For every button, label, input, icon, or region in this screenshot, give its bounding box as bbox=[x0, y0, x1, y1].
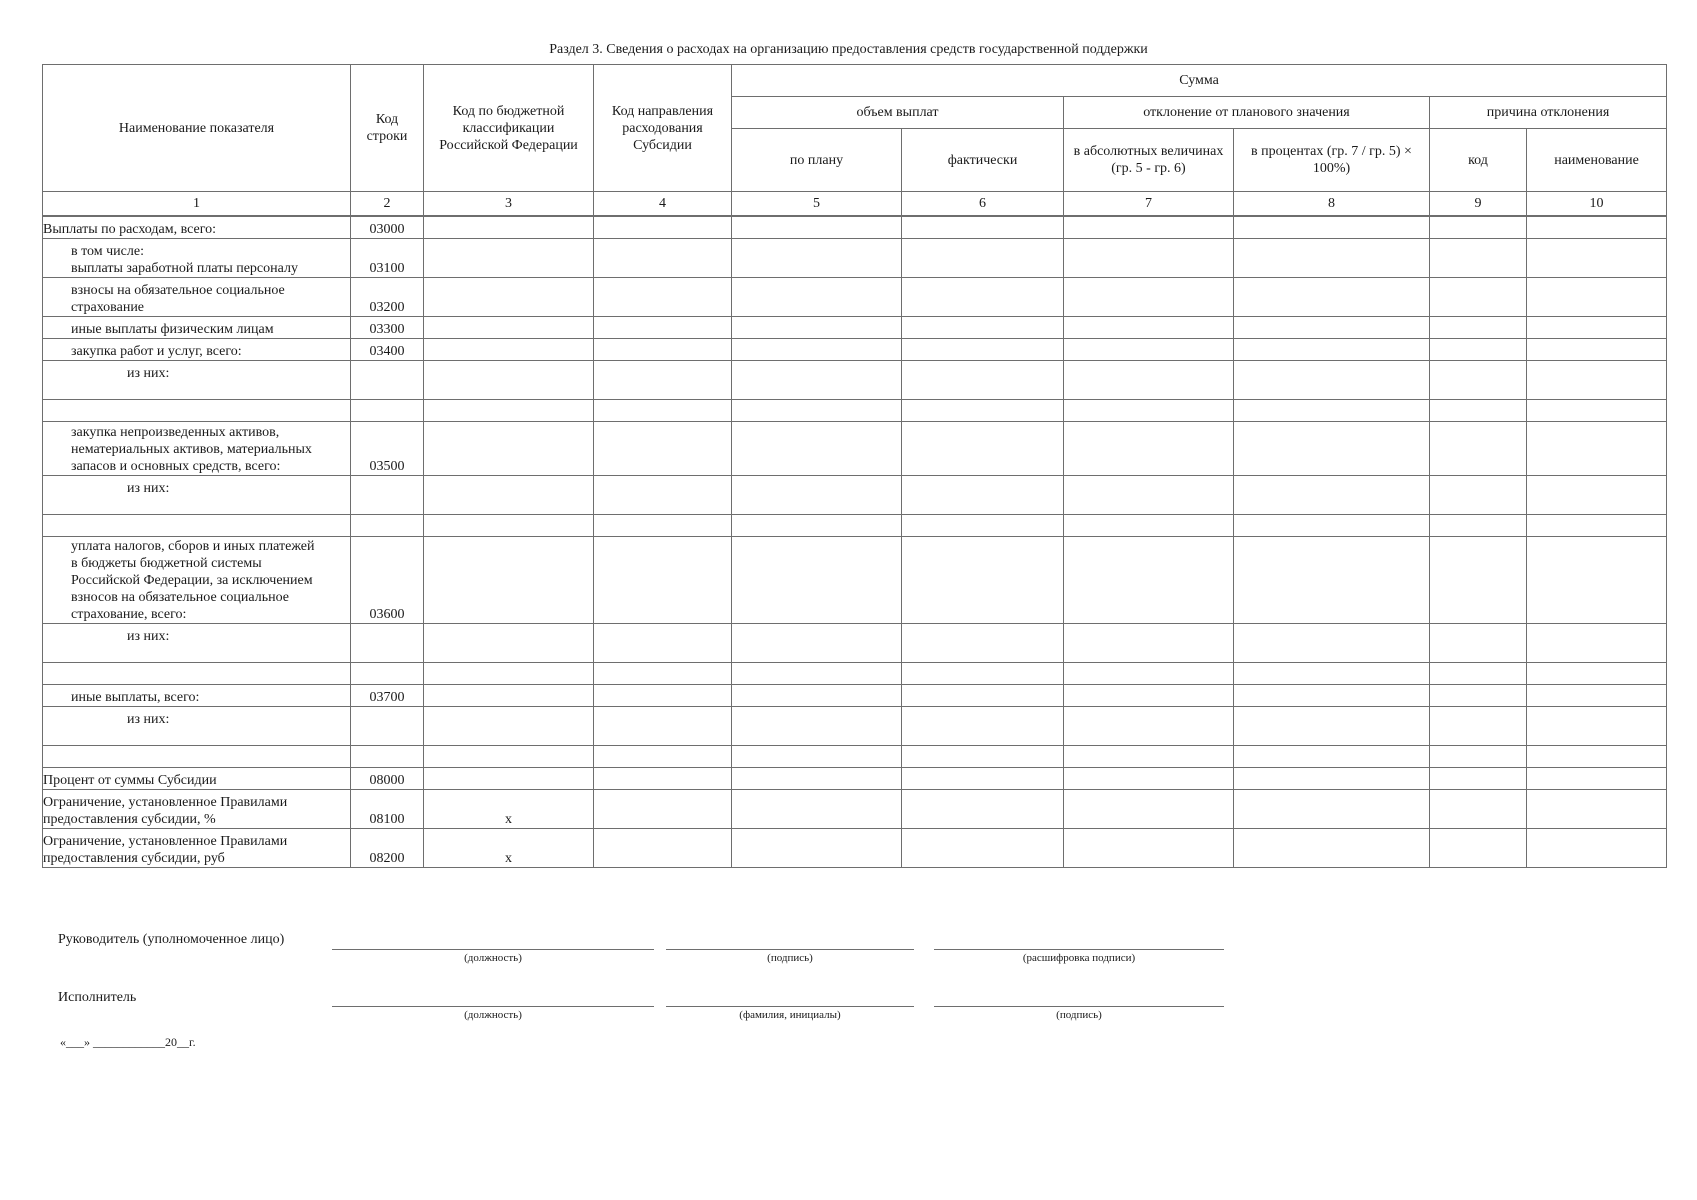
row-name: Выплаты по расходам, всего: bbox=[43, 216, 351, 238]
table-row bbox=[43, 828, 1667, 867]
header-sum: Сумма bbox=[732, 65, 1667, 97]
head-position-caption: (должность) bbox=[464, 952, 522, 964]
table-row bbox=[43, 623, 1667, 662]
table-row bbox=[43, 277, 1667, 316]
section-title: Раздел 3. Сведения о расходах на организацию предоставления средств государственной поддержки bbox=[549, 42, 1148, 57]
header-reason-code: код bbox=[1430, 129, 1527, 192]
table-row bbox=[43, 706, 1667, 745]
row-code: 08100 bbox=[351, 789, 424, 828]
row-kbk bbox=[424, 338, 594, 360]
table-row bbox=[43, 399, 1667, 421]
header-volume: объем выплат bbox=[732, 97, 1064, 129]
header-reason: причина отклонения bbox=[1430, 97, 1667, 129]
row-kbk bbox=[424, 662, 594, 684]
header-absolute: в абсолютных величинах (гр. 5 - гр. 6) bbox=[1064, 129, 1234, 192]
row-kbk bbox=[424, 706, 594, 745]
row-kbk bbox=[424, 216, 594, 238]
row-kbk bbox=[424, 623, 594, 662]
column-number: 3 bbox=[424, 192, 594, 217]
executor-signature-line[interactable] bbox=[934, 1006, 1224, 1007]
row-kbk bbox=[424, 238, 594, 277]
column-number: 7 bbox=[1064, 192, 1234, 217]
row-code bbox=[351, 360, 424, 399]
head-decoding-line[interactable] bbox=[934, 949, 1224, 950]
header-plan: по плану bbox=[732, 129, 902, 192]
column-number: 1 bbox=[43, 192, 351, 217]
row-kbk bbox=[424, 399, 594, 421]
column-number: 9 bbox=[1430, 192, 1527, 217]
table-row bbox=[43, 360, 1667, 399]
column-number: 4 bbox=[594, 192, 732, 217]
row-code: 03600 bbox=[351, 536, 424, 623]
executor-position-line[interactable] bbox=[332, 1006, 654, 1007]
row-code: 03000 bbox=[351, 216, 424, 238]
row-code bbox=[351, 399, 424, 421]
table-row bbox=[43, 767, 1667, 789]
row-name: из них: bbox=[43, 360, 351, 399]
row-kbk bbox=[424, 277, 594, 316]
row-code bbox=[351, 745, 424, 767]
table-row bbox=[43, 216, 1667, 238]
column-number: 5 bbox=[732, 192, 902, 217]
executor-name-caption: (фамилия, инициалы) bbox=[739, 1009, 841, 1021]
header-direction: Код направления расходования Субсидии bbox=[594, 65, 732, 192]
column-number: 10 bbox=[1527, 192, 1667, 217]
row-name bbox=[43, 514, 351, 536]
row-name: иные выплаты физическим лицам bbox=[43, 316, 351, 338]
header-name: Наименование показателя bbox=[43, 65, 351, 192]
row-kbk bbox=[424, 360, 594, 399]
row-name: Ограничение, установленное Правилами предоставления субсидии, % bbox=[43, 789, 351, 828]
table-row bbox=[43, 475, 1667, 514]
row-kbk bbox=[424, 514, 594, 536]
row-name: из них: bbox=[43, 706, 351, 745]
executor-label: Исполнитель bbox=[58, 990, 137, 1005]
row-code: 03500 bbox=[351, 421, 424, 475]
executor-position-caption: (должность) bbox=[464, 1009, 522, 1021]
table-row bbox=[43, 338, 1667, 360]
row-code bbox=[351, 514, 424, 536]
row-name: из них: bbox=[43, 475, 351, 514]
header-actual: фактически bbox=[902, 129, 1064, 192]
column-number: 2 bbox=[351, 192, 424, 217]
table-row bbox=[43, 662, 1667, 684]
row-kbk bbox=[424, 684, 594, 706]
head-signature-caption: (подпись) bbox=[767, 952, 813, 964]
row-code: 08000 bbox=[351, 767, 424, 789]
row-name: Ограничение, установленное Правилами предоставления субсидии, руб bbox=[43, 828, 351, 867]
row-kbk bbox=[424, 767, 594, 789]
head-signature-line[interactable] bbox=[666, 949, 914, 950]
header-deviation: отклонение от планового значения bbox=[1064, 97, 1430, 129]
row-name: уплата налогов, сборов и иных платежей в бюджеты бюджетной системы Российской Федерации, за исключением взносов на обязательное социальное страхование, всего: bbox=[43, 536, 351, 623]
column-number: 6 bbox=[902, 192, 1064, 217]
row-name: иные выплаты, всего: bbox=[43, 684, 351, 706]
header-kbk: Код по бюджетной классификации Российской Федерации bbox=[424, 65, 594, 192]
row-name bbox=[43, 745, 351, 767]
table-row bbox=[43, 514, 1667, 536]
row-code: 03300 bbox=[351, 316, 424, 338]
row-code bbox=[351, 662, 424, 684]
row-name: из них: bbox=[43, 623, 351, 662]
row-kbk bbox=[424, 745, 594, 767]
executor-name-line[interactable] bbox=[666, 1006, 914, 1007]
table-row bbox=[43, 238, 1667, 277]
table-row bbox=[43, 684, 1667, 706]
row-kbk bbox=[424, 475, 594, 514]
column-numbers-row bbox=[43, 192, 1667, 217]
row-name: в том числе: выплаты заработной платы персоналу bbox=[43, 238, 351, 277]
row-name: взносы на обязательное социальное страхование bbox=[43, 277, 351, 316]
row-kbk: x bbox=[424, 789, 594, 828]
row-kbk bbox=[424, 536, 594, 623]
row-kbk bbox=[424, 421, 594, 475]
table-row bbox=[43, 536, 1667, 623]
table-row bbox=[43, 745, 1667, 767]
table-row bbox=[43, 789, 1667, 828]
expenses-table bbox=[42, 64, 1667, 868]
row-code: 03700 bbox=[351, 684, 424, 706]
row-kbk: x bbox=[424, 828, 594, 867]
date-field[interactable]: «___» ____________20__г. bbox=[60, 1035, 196, 1049]
table-row bbox=[43, 421, 1667, 475]
row-code bbox=[351, 475, 424, 514]
header-percent: в процентах (гр. 7 / гр. 5) × 100%) bbox=[1234, 129, 1430, 192]
table-row bbox=[43, 316, 1667, 338]
row-name bbox=[43, 662, 351, 684]
row-code: 03400 bbox=[351, 338, 424, 360]
row-code bbox=[351, 706, 424, 745]
row-name bbox=[43, 399, 351, 421]
header-code: Код строки bbox=[351, 65, 424, 192]
row-code: 03200 bbox=[351, 277, 424, 316]
row-code bbox=[351, 623, 424, 662]
row-code: 03100 bbox=[351, 238, 424, 277]
row-name: закупка работ и услуг, всего: bbox=[43, 338, 351, 360]
row-name: Процент от суммы Субсидии bbox=[43, 767, 351, 789]
head-label: Руководитель (уполномоченное лицо) bbox=[58, 932, 285, 947]
row-kbk bbox=[424, 316, 594, 338]
head-position-line[interactable] bbox=[332, 949, 654, 950]
executor-signature-caption: (подпись) bbox=[1056, 1009, 1102, 1021]
column-number: 8 bbox=[1234, 192, 1430, 217]
head-decoding-caption: (расшифровка подписи) bbox=[1022, 952, 1136, 964]
row-name: закупка непроизведенных активов, нематериальных активов, материальных запасов и основных средств, всего: bbox=[43, 421, 351, 475]
header-reason-name: наименование bbox=[1527, 129, 1667, 192]
row-code: 08200 bbox=[351, 828, 424, 867]
